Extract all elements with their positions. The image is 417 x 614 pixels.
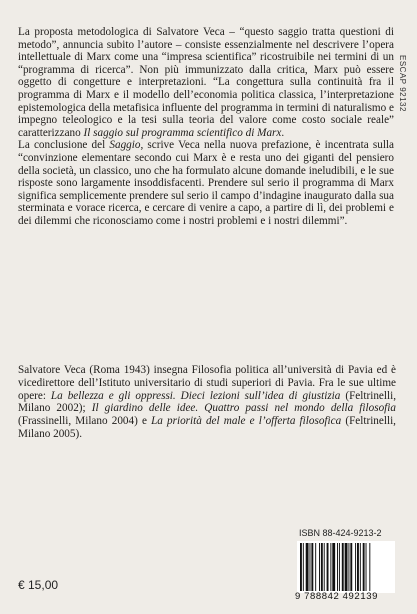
blurb-paragraph-1 [18, 26, 394, 139]
blurb-p2-text: , scrive Veca nella nuova prefazione, è incentrata sulla “convinzione elementare secondo cui Marx è e resta uno dei giganti del pensiero della società, un classico, uno che ha formulato alcune domande ineludibili, e le sue risposte sono largamente insoddisfacenti. Prendere sul serio il programma di Marx significa semplicemente prendere sul serio il campo d’indagine inaugurato dalla sua sterminata e vorace ricerca, e cercare di venire a capo, a partire di lì, dei problemi e dei dilemmi che riconosciamo come i nostri problemi e i nostri dilemmi”. [18, 139, 394, 227]
barcode-bar [330, 543, 331, 591]
side-code: ESCAP 92132 [398, 55, 407, 112]
blurb-text [18, 26, 394, 228]
barcode-bar [310, 543, 311, 591]
isbn-label: ISBN 88-424-9213-2 [299, 528, 382, 538]
barcode-bar [357, 543, 359, 591]
barcode-bar [319, 543, 320, 591]
barcode-bar [324, 543, 325, 591]
barcode-bar [315, 543, 316, 591]
price: € 15,00 [18, 578, 59, 592]
barcode-bar [342, 543, 344, 591]
saggio-title: Saggio [109, 139, 141, 152]
barcode-bar [363, 543, 365, 591]
work-title-1: La bellezza e gli oppressi. Dieci lezioni sull’idea di giustizia [50, 389, 341, 402]
barcode-bar [345, 543, 348, 591]
barcode-bar [332, 543, 335, 591]
barcode-digits: 9 788842 492139 [295, 591, 378, 602]
barcode-bar [303, 543, 304, 591]
work-title-3: La priorità del male e l’offerta filosofica [151, 415, 342, 428]
work-title-2: Il giardino delle idee. Quattro passi nel mondo della filosofia [91, 402, 396, 415]
barcode-graphic [297, 541, 395, 593]
blurb-paragraph-2 [18, 139, 394, 227]
blurb-p1-text: La proposta metodologica di Salvatore Veca – “questo saggio tratta questioni di metodo”, annuncia subito l’autore – consiste essenzialmente nel descrivere l’opera intellettuale di Marx come una “impresa scientifica” ricostruibile nei termini di un “programma di ricerca”. Non più immunizzato dalla critica, Marx può essere oggetto di congetture e interpretazioni. “La congettura sulla continuità fra il programma di Marx e il modello dell’economia politica classica, l’interpretazione epistemologica della metafisica influente del programma in termini di naturalismo e impegno teleologico e la tesi sulla teoria del valore come costo sociale reale” caratterizzano [18, 26, 394, 139]
barcode-bar [350, 543, 352, 591]
barcode-bar [300, 543, 302, 591]
barcode-bar [311, 543, 313, 591]
barcode-bar [327, 543, 329, 591]
barcode-bar [339, 543, 340, 591]
author-bio-paragraph [18, 364, 396, 441]
barcode-bar [306, 543, 309, 591]
bio-text: Salvatore Veca (Roma 1943) insegna Filosofia politica all’università di Pavia ed è vicedirettore dell’Istituto universitario di studi superiori di Pavia. Fra le sue ultime opere: [18, 364, 396, 402]
publisher-1: (Feltrinelli, Milano 2002); [18, 389, 397, 415]
barcode-bar [337, 543, 338, 591]
barcode-bar [369, 543, 370, 591]
book-title: Il saggio sul programma scientifico di Marx [83, 126, 282, 139]
blurb-p1-end: . [281, 126, 285, 139]
barcode-bar [321, 543, 323, 591]
barcode-bar [348, 543, 349, 591]
barcode [297, 541, 395, 593]
author-bio [18, 364, 396, 441]
blurb-p2-start: La conclusione del [18, 139, 110, 152]
barcode-bar [366, 543, 367, 591]
barcode-bar [355, 543, 356, 591]
publisher-3: (Feltrinelli, Milano 2005). [18, 415, 396, 440]
barcode-bar [360, 543, 361, 591]
publisher-2: (Frassinelli, Milano 2004) e [18, 415, 152, 428]
